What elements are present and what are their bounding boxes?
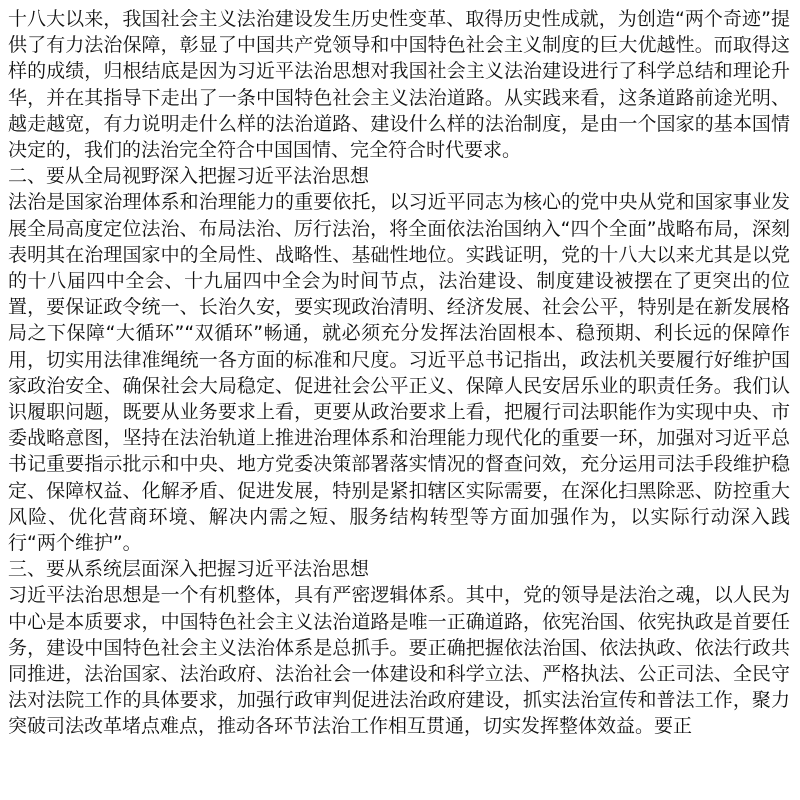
section-heading-2: 二、要从全局视野深入把握习近平法治思想 [8, 165, 370, 188]
section-heading-3: 三、要从系统层面深入把握习近平法治思想 [8, 558, 370, 581]
paragraph-3: 习近平法治思想是一个有机整体，具有严密逻辑体系。其中，党的领导是法治之魂，以人民为中心是本质要求，中国特色社会主义法治道路是唯一正确道路，依宪治国、依宪执政是首要任务，建设中国特色社会主义法治体系是总抓手。要正确把握依法治国、依法执政、依法行政共同推进，法治国家、法治政府、法治社会一体建设和科学立法、严格执法、公正司法、全民守法对法院工作的具体要求，加强行政审判促进法治政府建设，抓实法治宣传和普法工作，聚力突破司法改革堵点难点，推动各环节法治工作相互贯通，切实发挥整体效益。要正 [8, 584, 790, 738]
paragraph-2: 法治是国家治理体系和治理能力的重要依托，以习近平同志为核心的党中央从党和国家事业发展全局高度定位法治、布局法治、厉行法治，将全面依法治国纳入“四个全面”战略布局，深刻表明其在治理国家中的全局性、战略性、基础性地位。实践证明，党的十八大以来尤其是以党的十八届四中全会、十九届四中全会为时间节点，法治建设、制度建设被摆在了更突出的位置，要保证政令统一、长治久安，要实现政治清明、经济发展、社会公平，特别是在新发展格局之下保障“大循环”“双循环”畅通，就必须充分发挥法治固根本、稳预期、利长远的保障作用，切实用法律准绳统一各方面的标准和尺度。习近平总书记指出，政法机关要履行好维护国家政治安全、确保社会大局稳定、促进社会公平正义、保障人民安居乐业的职责任务。我们认识履职问题，既要从业务要求上看，更要从政治要求上看，把履行司法职能作为实现中央、市委战略意图，坚持在法治轨道上推进治理体系和治理能力现代化的重要一环，加强对习近平总书记重要指示批示和中央、地方党委决策部署落实情况的督查问效，充分运用司法手段维护稳定、保障权益、化解矛盾、促进发展，特别是紧扣辖区实际需要，在深化扫黑除恶、防控重大风险、优化营商环境、解决内需之短、服务结构转型等方面加强作为，以实际行动深入践行“两个维护”。 [8, 191, 790, 555]
paragraph-1: 十八大以来，我国社会主义法治建设发生历史性变革、取得历史性成就，为创造“两个奇迹”提供了有力法治保障，彰显了中国共产党领导和中国特色社会主义制度的巨大优越性。而取得这样的成绩，归根结底是因为习近平法治思想对我国社会主义法治建设进行了科学总结和理论升华，并在其指导下走出了一条中国特色社会主义法治道路。从实践来看，这条道路前途光明、越走越宽，有力说明走什么样的法治道路、建设什么样的法治制度，是由一个国家的基本国情决定的，我们的法治完全符合中国国情、完全符合时代要求。 [8, 8, 790, 162]
